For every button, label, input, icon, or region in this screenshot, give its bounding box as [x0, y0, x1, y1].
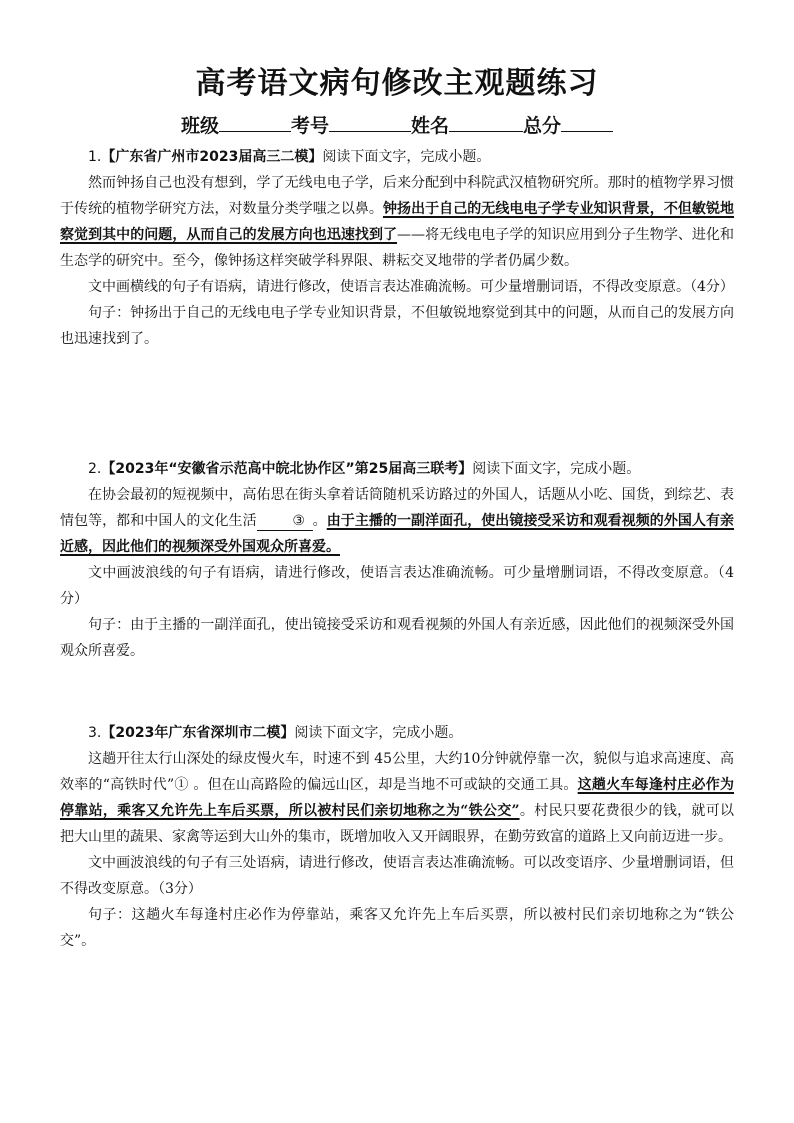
question-source: 【2023年广东省深圳市二模】 — [101, 725, 295, 741]
question-number: 1. — [88, 149, 102, 165]
fill-blank[interactable]: ③ — [257, 512, 313, 531]
question-number: 3. — [88, 725, 102, 741]
question-passage — [60, 170, 734, 274]
page-title: 高考语文病句修改主观题练习 — [195, 66, 599, 101]
passage-text: 然而钟扬自己也没有想到，学了无线电电子学，后来分配到中科院武汉植物研究所。那时的植物学界习惯于传统的植物学研究方法，对数量分类学嗤之以鼻。 — [60, 175, 734, 217]
name-label: 姓名 — [411, 115, 450, 137]
question-source: 【2023年“安徽省示范高中皖北协作区”第25届高三联考】 — [101, 461, 473, 477]
question-3 — [60, 720, 734, 954]
question-source: 【广东省广州市2023届高三二模】 — [101, 149, 323, 165]
marked-sentence: 这趟火车每逢村庄必作为停靠站，乘客又允许先上车后买票，所以被村民们亲切地称之为“铁公交” — [60, 777, 734, 819]
marked-sentence: 钟扬出于自己的无线电电子学专业知识背景，不但敏锐地察觉到其中的问题，从而自己的发展方向也迅速找到了 — [60, 201, 735, 243]
question-number: 2. — [88, 461, 102, 477]
class-label: 班级 — [180, 115, 219, 137]
score-label: 总分 — [523, 115, 562, 137]
passage-text: 这趟开往太行山深处的绿皮慢火车，时速不到 45公里，大约10分钟就停靠一次，貌似与追求高速度、高效率的“高铁时代”① 。但在山高路险的偏远山区，却是当地不可或缺的交通工具。 — [60, 751, 734, 793]
marked-sentence: 由于主播的一副洋面孔，使出镜接受采访和观看视频的外国人有亲近感，因此他们的视频深受外国观众所喜爱。 — [60, 513, 735, 555]
number-label: 考号 — [290, 115, 329, 137]
passage-text: 在协会最初的短视频中，高佑思在街头拿着话筒随机采访路过的外国人，话题从小吃、国货，到综艺、表情包等，都和中国人的文化生活 — [60, 487, 734, 529]
question-instruction: 阅读下面文字，完成小题。 — [294, 725, 463, 741]
number-blank[interactable] — [329, 113, 411, 132]
question-passage — [60, 746, 734, 850]
question-answer: 句子：这趟火车每逢村庄必作为停靠站，乘客又允许先上车后买票，所以被村民们亲切地称之为“铁公交”。 — [60, 907, 734, 949]
passage-text: ——将无线电电子学的知识应用到分子生物学、进化和生态学的研究中。至今，像钟扬这样突破学科界限、耕耘交叉地带的学者仍属少数。 — [60, 227, 735, 269]
question-instruction: 阅读下面文字，完成小题。 — [472, 461, 641, 477]
question-1 — [60, 144, 734, 352]
question-header — [60, 144, 734, 170]
question-answer: 句子：由于主播的一副洋面孔，使出镜接受采访和观看视频的外国人有亲近感，因此他们的视频深受外国观众所喜爱。 — [60, 617, 734, 659]
score-blank[interactable] — [561, 113, 613, 132]
name-blank[interactable] — [449, 113, 523, 132]
question-task: 文中画横线的句子有语病，请进行修改，使语言表达准确流畅。可少量增删词语，不得改变原意。（4分） — [88, 279, 734, 295]
question-task: 文中画波浪线的句子有三处语病，请进行修改，使语言表达准确流畅。可以改变语序、少量增删词语，但不得改变原意。（3分） — [60, 855, 734, 897]
question-header — [60, 456, 734, 482]
question-instruction: 阅读下面文字，完成小题。 — [322, 149, 491, 165]
student-info-line — [0, 111, 794, 138]
class-blank[interactable] — [219, 113, 291, 132]
passage-text: 。村民只要花费很少的钱，就可以把大山里的蔬果、家禽等运到大山外的集市，既增加收入又开阔眼界，在勤劳致富的道路上又向前迈进一步。 — [60, 803, 734, 845]
question-header — [60, 720, 734, 746]
question-answer: 句子：钟扬出于自己的无线电电子学专业知识背景，不但敏锐地察觉到其中的问题，从而自己的发展方向也迅速找到了。 — [60, 305, 734, 347]
question-passage — [60, 482, 734, 560]
question-task: 文中画波浪线的句子有语病，请进行修改，使语言表达准确流畅。可少量增删词语，不得改变原意。（4分） — [60, 565, 734, 607]
passage-text: 。 — [312, 513, 327, 529]
question-2 — [60, 456, 734, 664]
